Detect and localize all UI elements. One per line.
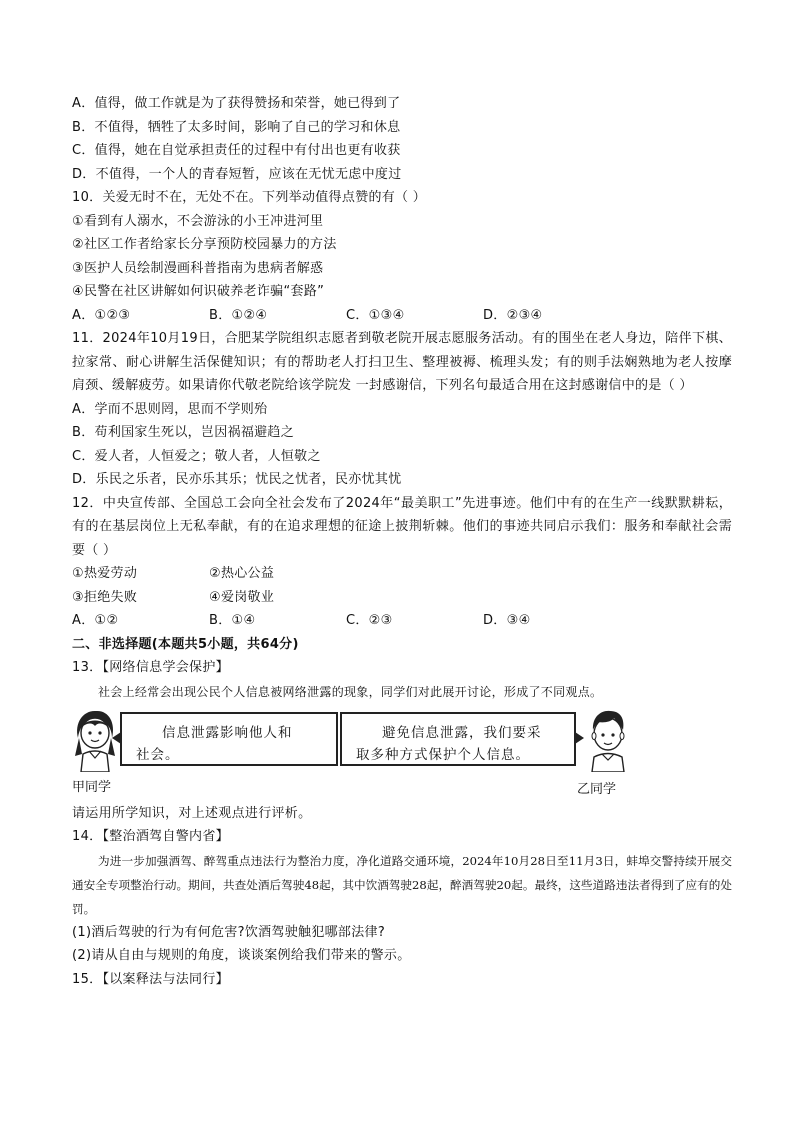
q13-dialog-illustration [72,708,732,802]
q13-question: 请运用所学知识，对上述观点进行评析。 [72,805,312,821]
q12-items-row-2 [72,586,732,610]
q12-option-c: C．②③ [346,613,393,628]
q10-option-b: B．①②④ [209,307,268,323]
q14-sub-question-2: (2)请从自由与规则的角度，谈谈案例给我们带来的警示。 [72,948,411,963]
q11-option-d: D．乐民之乐者，民亦乐其乐；忧民之忧者，民亦忧其忧 [72,472,402,487]
left-student-label: 甲同学 [72,779,112,795]
question-11 [72,327,732,492]
q9-options [72,92,732,186]
question-15 [72,968,732,992]
q13-intro: 社会上经常会出现公民个人信息被网络泄露的现象，同学们对此展开讨论，形成了不同观点。 [98,684,603,699]
q10-option-a: A．①②③ [72,307,131,323]
q12-option-d: D．③④ [483,613,531,628]
q12-options [72,609,732,633]
right-bubble-line-1: 避免信息泄露，我们要采 [382,724,542,741]
q11-option-a: A．学而不思则罔，思而不学则殆 [72,401,268,417]
question-10 [72,186,732,327]
q15-title: 15．【以案释法与法同行】 [72,971,229,987]
right-bubble-tail [575,732,584,744]
boy-student-illustration [584,708,632,772]
q10-option-c: C．①③④ [346,307,405,323]
q14-title: 14．【整治酒驾自警内省】 [72,829,229,844]
q12-item-3: ③拒绝失败 [72,589,138,605]
q9-option-c: C．值得，她在自觉承担责任的过程中有付出也更有收获 [72,143,401,158]
right-speech-bubble [340,712,576,766]
q11-option-c: C．爱人者，人恒爱之；敬人者，人恒敬之 [72,448,321,464]
q10-stem: 10．关爱无时不在，无处不在。下列举动值得点赞的有（ ） [72,190,427,205]
q12-stem: 12．中央宣传部、全国总工会向全社会发布了2024年“最美职工”先进事迹。他们中有的在生产一线默默耕耘，有的在基层岗位上无私奉献，有的在追求理想的征途上披荆斩棘。他们的事迹共同启示我们：服务和奉献社会需要（ ） [72,495,732,558]
q9-option-d: D．不值得，一个人的青春短暂，应该在无忧无虑中度过 [72,166,402,182]
q12-option-a: A．①② [72,613,119,628]
q12-item-1: ①热爱劳动 [72,566,138,581]
q14-case: 为进一步加强酒驾、醉驾重点违法行为整治力度，净化道路交通环境，2024年10月28日至11月3日，蚌埠交警持续开展交通安全专项整治行动。期间，共查处酒后驾驶48起，其中饮酒驾驶28起，醉酒驾驶20起。最终，这些道路违法者得到了应有的处罚。 [72,853,732,916]
q10-item-4: ④民警在社区讲解如何识破养老诈骗“套路” [72,284,325,299]
q9-option-b: B．不值得，牺牲了太多时间，影响了自己的学习和休息 [72,119,401,135]
page-content [72,92,732,991]
q9-option-a: A．值得，做工作就是为了获得赞扬和荣誉，她已得到了 [72,96,401,111]
q12-items-row-1 [72,562,732,586]
question-12 [72,492,732,633]
question-13 [72,656,732,825]
q10-item-2: ②社区工作者给家长分享预防校园暴力的方法 [72,237,337,252]
q14-sub-question-1: (1)酒后驾驶的行为有何危害?饮酒驾驶触犯哪部法律? [72,924,386,940]
left-bubble-line-1: 信息泄露影响他人和 [162,724,293,741]
q10-item-3: ③医护人员绘制漫画科普指南为患病者解惑 [72,260,324,276]
right-student-label: 乙同学 [577,781,617,797]
left-bubble-line-2: 社会。 [136,746,180,763]
q12-option-b: B．①④ [209,613,256,628]
q13-title: 13．【网络信息学会保护】 [72,660,229,675]
left-speech-bubble [120,712,338,766]
section-2-heading: 二、非选择题(本题共5小题，共64分) [72,636,299,652]
q10-item-1: ①看到有人溺水，不会游泳的小王冲进河里 [72,213,324,229]
q10-options [72,304,732,328]
right-bubble-line-2: 取多种方式保护个人信息。 [356,746,530,763]
question-14 [72,825,732,968]
q11-option-b: B．苟利国家生死以，岂因祸福避趋之 [72,425,295,440]
q11-stem: 11．2024年10月19日，合肥某学院组织志愿者到敬老院开展志愿服务活动。有的围坐在老人身边，陪伴下棋、拉家常、耐心讲解生活保健知识；有的帮助老人打扫卫生、整理被褥、梳理头发；有的则手法娴熟地为老人按摩肩颈、缓解疲劳。如果请你代敬老院给该学院发 一封感谢信，下列名句最适合用在这封感谢信中的是（ ） [72,331,732,393]
q12-item-4: ④爱岗敬业 [209,589,275,605]
q12-item-2: ②热心公益 [209,566,275,581]
q10-option-d: D．②③④ [483,307,543,323]
